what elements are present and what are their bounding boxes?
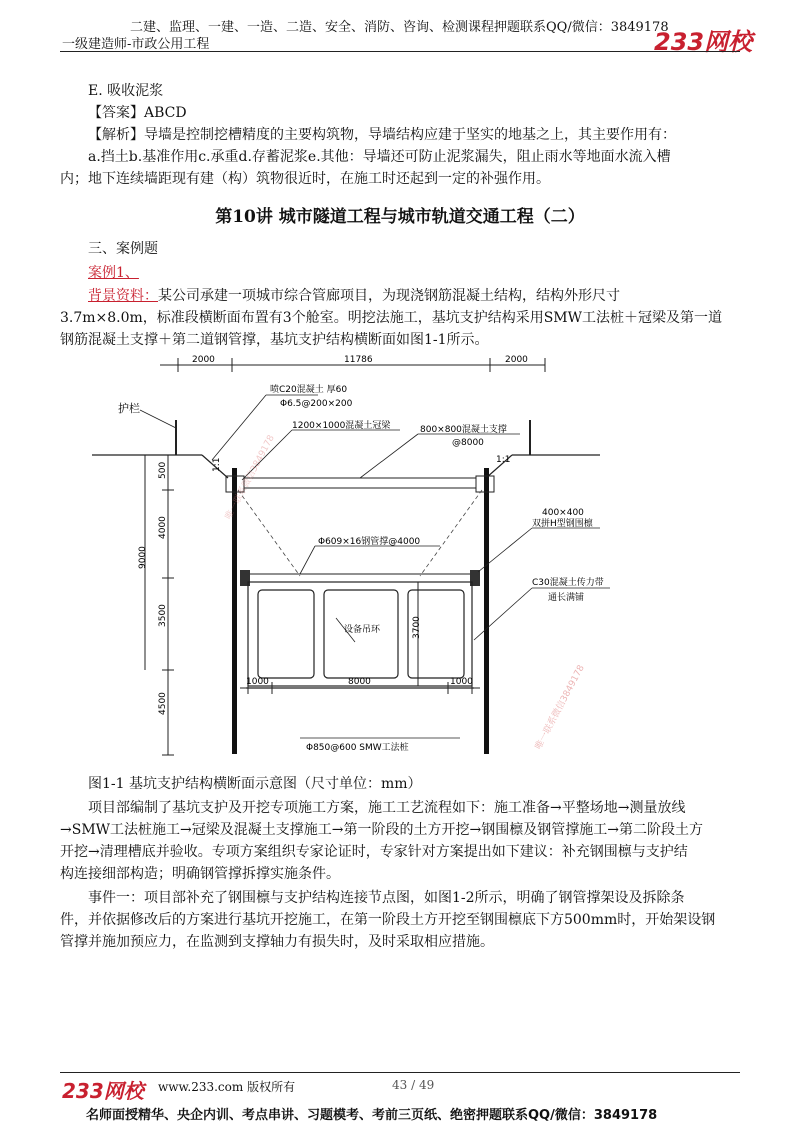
- watermark-1: 唯一联系微信3849178: [533, 663, 587, 752]
- dim-v-4000: 4000: [158, 516, 168, 539]
- figure-1-1: [0, 350, 800, 770]
- case-1-label: 案例1、: [88, 265, 139, 281]
- option-e: E. 吸收泥浆: [88, 83, 164, 99]
- analysis-line-2: a.挡土b.基准作用c.承重d.存蓄泥浆e.其他：导墙还可防止泥浆漏失，阻止雨水等地面水流入槽: [88, 149, 671, 165]
- para2-line-4: 构连接细部构造；明确钢管撑拆撑实施条件。: [60, 866, 340, 882]
- dim-v-4500: 4500: [158, 692, 168, 715]
- dim-v-3700: 3700: [412, 616, 422, 639]
- watermark-2: 唯一联系微信3849178: [223, 433, 277, 522]
- footer-page-number: 43 / 49: [392, 1078, 435, 1092]
- label-ring: 设备吊环: [344, 625, 381, 635]
- case-label: [88, 262, 738, 284]
- figure-caption: 图1-1 基坑支护结构横断面示意图（尺寸单位：mm）: [88, 776, 422, 792]
- background-line-3: 钢筋混凝土支撑＋第二道钢管撑，基坑支护结构横断面如图1-1所示。: [60, 332, 489, 348]
- label-strut-1: 800×800混凝土支撑: [420, 425, 507, 435]
- dim-v-500: 500: [158, 461, 168, 479]
- para2-line-1: 项目部编制了基坑支护及开挖专项施工方案，施工工艺流程如下：施工准备→平整场地→测量放线: [88, 800, 686, 816]
- label-strut-2: @8000: [452, 438, 484, 448]
- section-title: 第10讲 城市隧道工程与城市轨道交通工程（二）: [215, 207, 585, 227]
- background-text-1: 某公司承建一项城市综合管廊项目，为现浇钢筋混凝土结构，结构外形尺寸: [158, 288, 620, 304]
- dim-v-9000: 9000: [138, 546, 148, 569]
- dim-top-left: 2000: [192, 355, 215, 365]
- header-contact-line: 二建、监理、一建、一造、二造、安全、消防、咨询、检测课程押题联系QQ/微信：3849178: [130, 20, 669, 35]
- footer-logo: 233网校: [62, 1079, 144, 1103]
- para2-line-2: →SMW工法桩施工→冠梁及混凝土支撑施工→第一阶段的土方开挖→钢围檩及钢管撑施工→第二阶段土方: [60, 822, 703, 838]
- label-waler-1: 400×400: [542, 508, 584, 518]
- label-slope-left: 1:1: [212, 457, 222, 472]
- dim-top-mid: 11786: [344, 355, 373, 365]
- label-band-1: C30混凝土传力带: [532, 578, 604, 588]
- footer-divider: [60, 1072, 740, 1073]
- background-line-2: 3.7m×8.0m，标准段横断面布置有3个舱室。明挖法施工，基坑支护结构采用SMW工法桩＋冠梁及第一道: [60, 310, 723, 326]
- background-label: 背景资料：: [88, 288, 158, 304]
- dim-b-1000r: 1000: [450, 677, 473, 687]
- label-smw: Φ850@600 SMW工法桩: [306, 743, 409, 753]
- diagonal-braces: [238, 490, 482, 576]
- label-steelpipe: Φ609×16钢管撑@4000: [318, 537, 421, 547]
- label-capbeam: 1200×1000混凝土冠梁: [292, 421, 391, 431]
- dim-b-1000l: 1000: [246, 677, 269, 687]
- dim-top-right: 2000: [505, 355, 528, 365]
- label-band-2: 通长满铺: [548, 593, 585, 603]
- header-subject: 一级建造师-市政公用工程: [62, 37, 210, 52]
- analysis-line-3: 内；地下连续墙距现有建（构）筑物很近时，在施工时还起到一定的补强作用。: [60, 171, 550, 187]
- footer-slogan: 名师面授精华、央企内训、考点串讲、习题模考、考前三页纸、绝密押题联系QQ/微信：3849178: [86, 1108, 658, 1123]
- label-shotcrete-1: 喷C20混凝土 厚60: [270, 385, 348, 395]
- answer: 【答案】ABCD: [88, 105, 187, 121]
- label-guardrail: 护栏: [118, 402, 140, 415]
- dim-b-8000: 8000: [348, 677, 371, 687]
- para2-line-3: 开挖→清理槽底并验收。专项方案组织专家论证时，专家针对方案提出如下建议：补充钢围檩与支护结: [60, 844, 688, 860]
- para3-line-3: 管撑并施加预应力，在监测到支撑轴力有损失时，及时采取相应措施。: [60, 934, 494, 950]
- analysis-line-1: 【解析】导墙是控制挖槽精度的主要构筑物，导墙结构应建于坚实的地基之上，其主要作用有：: [88, 127, 676, 143]
- label-shotcrete-2: Φ6.5@200×200: [280, 399, 353, 409]
- header-divider: [60, 51, 740, 52]
- para3-line-1: 事件一：项目部补充了钢围檩与支护结构连接节点图，如图1-2所示，明确了钢管撑架设及拆除条: [88, 890, 685, 906]
- dim-v-3500: 3500: [158, 604, 168, 627]
- concrete-strut: [244, 478, 476, 488]
- smw-pile-right: [484, 468, 489, 754]
- label-waler-2: 双拼H型钢围檩: [532, 519, 593, 529]
- case-heading: 三、案例题: [88, 241, 158, 257]
- para3-line-2: 件，并依据修改后的方案进行基坑开挖施工，在第一阶段土方开挖至钢围檩底下方500mm时，开始架设钢: [60, 912, 716, 928]
- background-line-1: [88, 285, 738, 307]
- vertical-dimensions: [145, 455, 421, 755]
- tunnel-structure: [246, 582, 474, 688]
- label-slope-right: 1:1: [496, 455, 511, 465]
- footer-copyright: www.233.com 版权所有: [158, 1080, 296, 1094]
- header-logo: 233网校: [654, 28, 753, 56]
- steel-pipe-strut: [248, 574, 472, 582]
